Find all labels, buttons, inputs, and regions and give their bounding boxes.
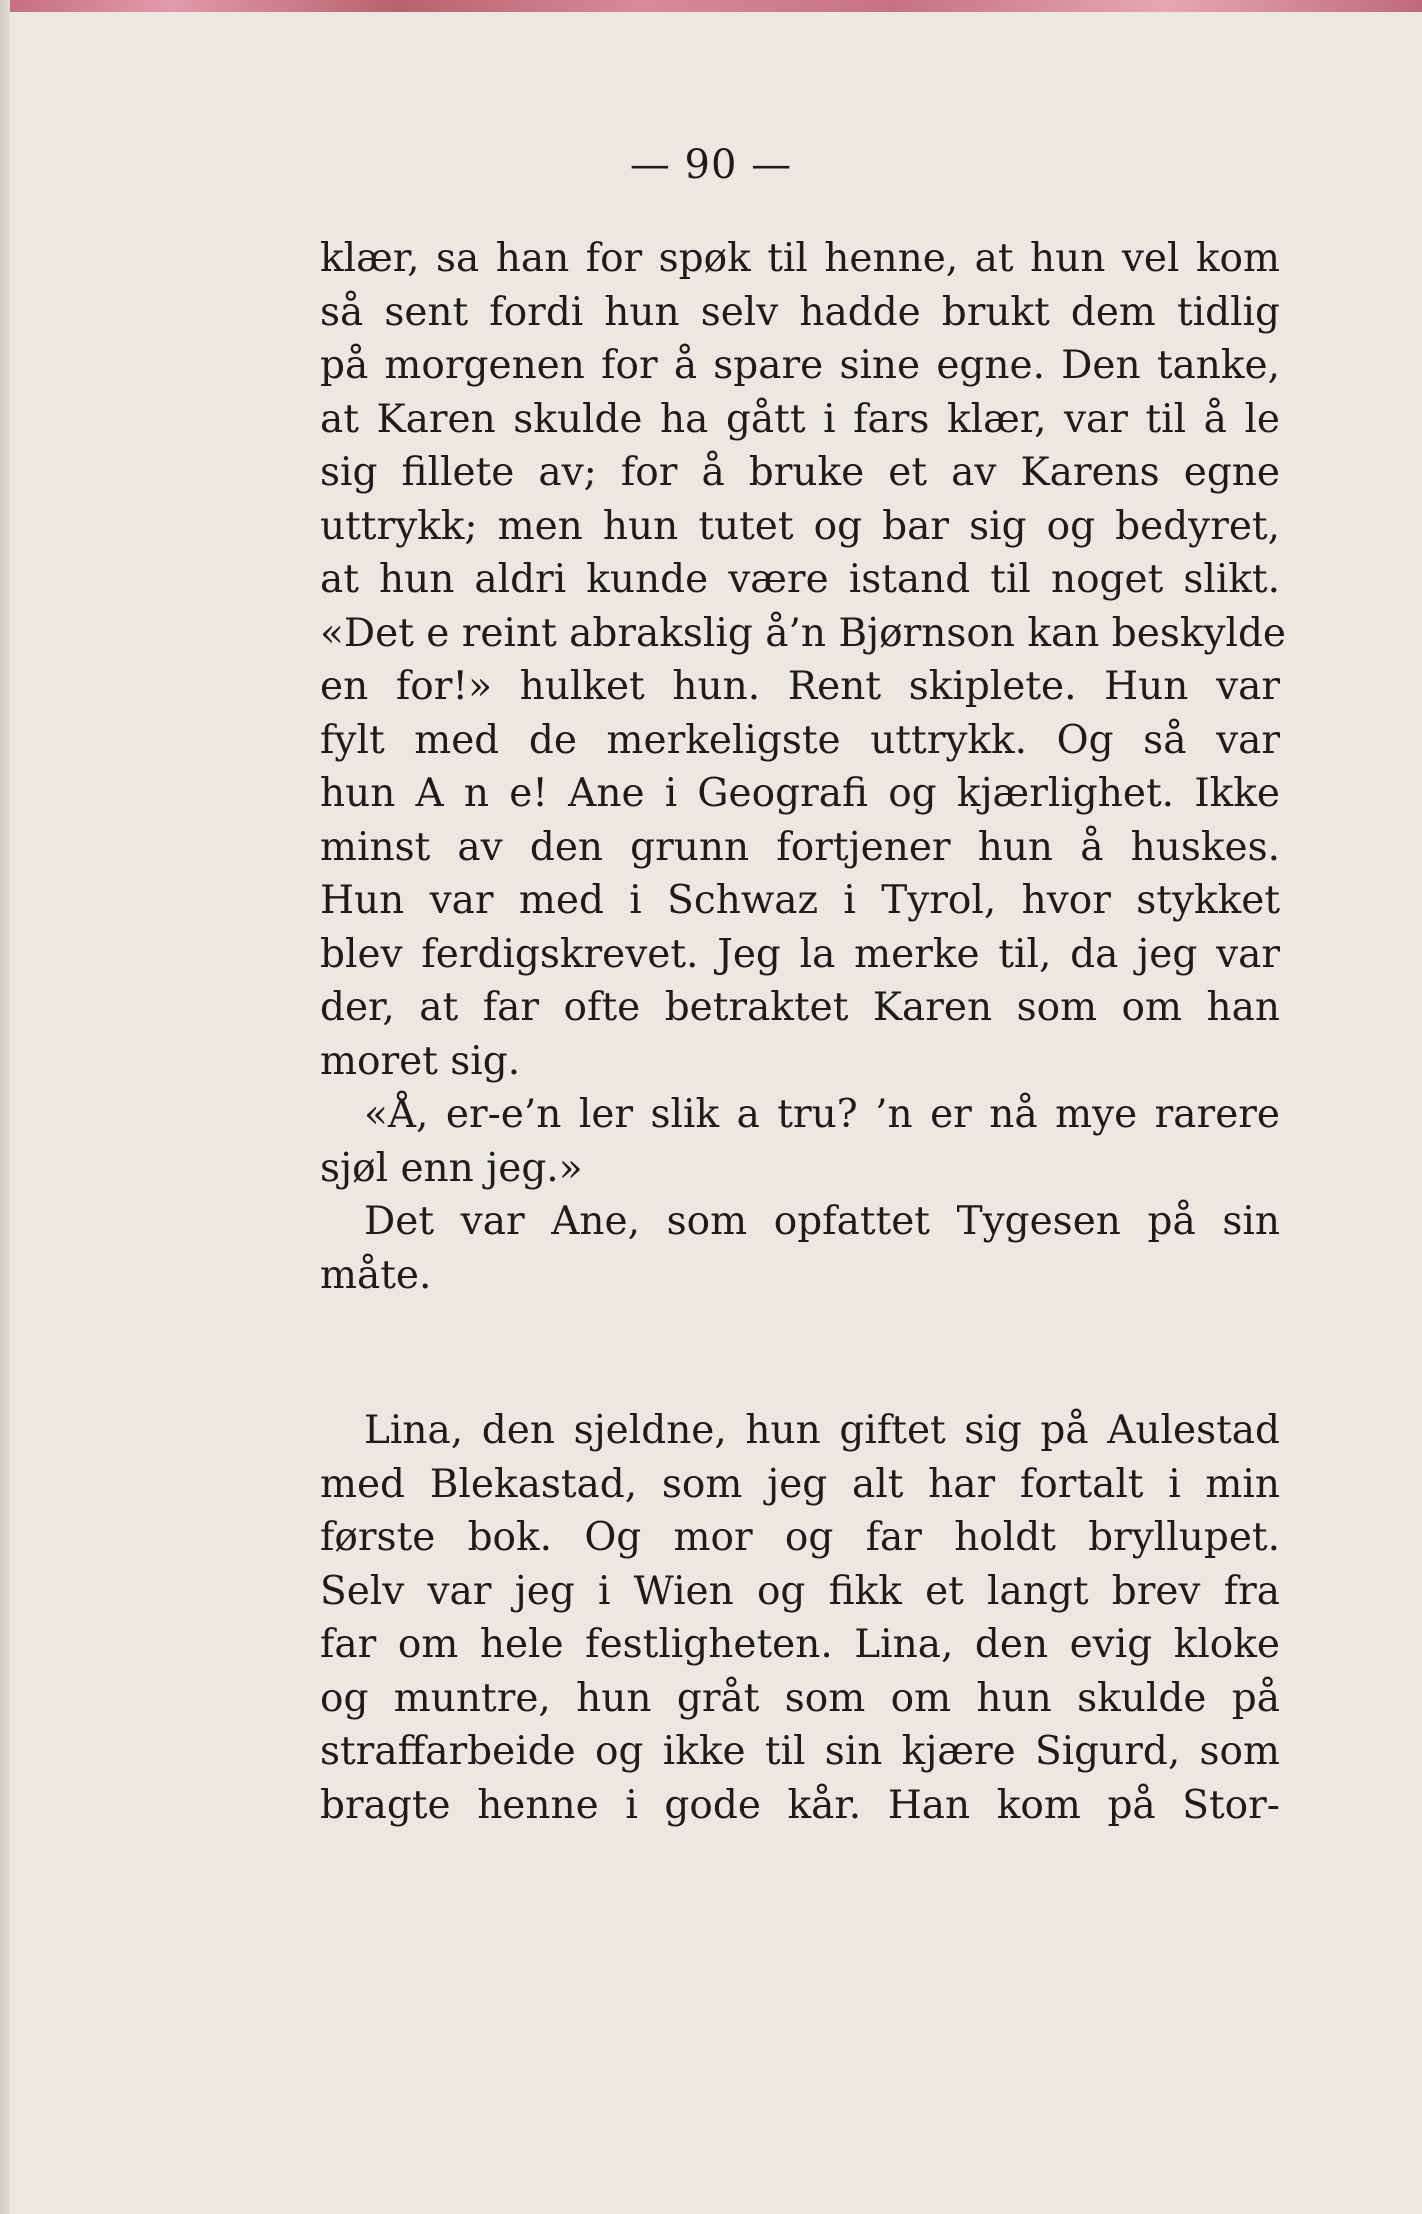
text-line: klær, sa han for spøk til henne, at hun vel kom [320,236,1280,281]
text-line: moret sig. [320,1038,521,1084]
text-line: måte. [320,1252,432,1298]
text-line: Lina, den sjeldne, hun giftet sig på Aulestad [364,1408,1280,1453]
text-line: med Blekastad, som jeg alt har fortalt i min [320,1461,1280,1507]
text-line: så sent fordi hun selv hadde brukt dem tidlig [320,289,1280,335]
text-line: «Det e reint abrakslig å’n Bjørnson kan beskylde [320,610,1287,656]
text-line: første bok. Og mor og far holdt bryllupet. [320,1515,1280,1560]
text-line: Hun var med i Schwaz i Tyrol, hvor stykket [320,878,1280,923]
text-line: bragte henne i gode kår. Han kom på Stor- [320,1782,1280,1828]
text-line: at Karen skulde ha gått i fars klær, var til å le [320,396,1280,442]
page-top-edge [0,0,1422,12]
text-line: «Å, er-e’n ler slik a tru? ’n er nå mye rarere [364,1092,1280,1137]
text-line: sjøl enn jeg.» [320,1145,583,1191]
text-line: straffarbeide og ikke til sin kjære Sigurd, som [320,1729,1280,1774]
text-line: der, at far ofte betraktet Karen som om han [320,985,1280,1030]
paragraph-block-1 [320,232,1287,1302]
text-line: far om hele festligheten. Lina, den evig kloke [320,1622,1280,1667]
text-line: Det var Ane, som opfattet Tygesen på sin [364,1199,1280,1244]
text-line: Selv var jeg i Wien og fikk et langt brev fra [320,1568,1280,1614]
text-line: blev ferdigskrevet. Jeg la merke til, da jeg var [320,931,1280,977]
text-line: fylt med de merkeligste uttrykk. Og så var [320,717,1280,763]
paragraph-block-2 [320,1404,1280,1832]
text-line: sig fillete av; for å bruke et av Karens egne [320,450,1280,495]
text-line: minst av den grunn fortjener hun å huskes. [320,824,1280,870]
text-line: at hun aldri kunde være istand til noget slikt. [320,557,1280,602]
text-line: hun A n e! Ane i Geografi og kjærlighet. Ikke [320,771,1280,816]
text-line: uttrykk; men hun tutet og bar sig og bedyret, [320,503,1280,549]
page-number: — 90 — [629,142,793,188]
page-left-edge [0,0,10,2214]
text-line: en for!» hulket hun. Rent skiplete. Hun var [320,664,1280,709]
text-line: på morgenen for å spare sine egne. Den tanke, [320,343,1280,388]
text-line: og muntre, hun gråt som om hun skulde på [320,1675,1280,1721]
